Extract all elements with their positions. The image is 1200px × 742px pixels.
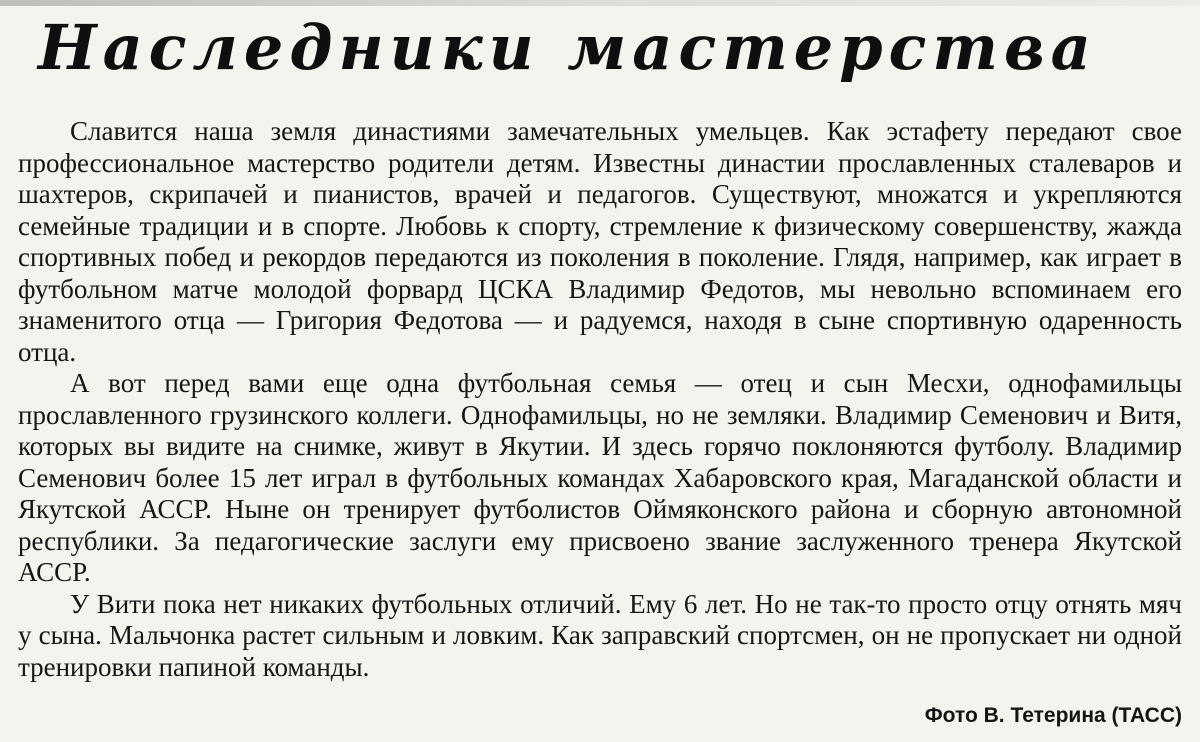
article-body [18, 116, 1182, 683]
photo-credit: Фото В. Тетерина (ТАСС) [924, 704, 1182, 727]
paragraph-2: А вот перед вами еще одна футбольная семья — отец и сын Месхи, однофамильцы прославленного грузинского коллеги. Однофамильцы, но не земляки. Владимир Семенович и Витя, которых вы видите на снимке, живут в Якутии. И здесь горячо поклоняются футболу. Владимир Семенович более 15 лет играл в футбольных командах Хабаровского края, Магаданской области и Якутской АССР. Ныне он тренирует футболистов Оймяконского района и сборную автономной республики. За педагогические заслуги ему присвоено звание заслуженного тренера Якутской АССР. [18, 368, 1182, 587]
paragraph-3: У Вити пока нет никаких футбольных отличий. Ему 6 лет. Но не так-то просто отцу отнять мяч у сына. Мальчонка растет сильным и ловким. Как заправский спортсмен, он не пропускает ни одной тренировки папиной команды. [18, 588, 1182, 682]
paragraph-1: Славится наша земля династиями замечательных умельцев. Как эстафету передают свое профессиональное мастерство родители детям. Известны династии прославленных сталеваров и шахтеров, скрипачей и пианистов, врачей и педагогов. Существуют, множатся и укрепляются семейные традиции и в спорте. Любовь к спорту, стремление к физическому совершенству, жажда спортивных побед и рекордов передаются из поколения в поколение. Глядя, например, как играет в футбольном матче молодой форвард ЦСКА Владимир Федотов, мы невольно вспоминаем его знаменитого отца — Григория Федотова — и радуемся, находя в сыне спортивную одаренность отца. [18, 116, 1182, 367]
top-divider [0, 0, 1200, 6]
article-title: Наследники мастерства [38, 11, 1097, 84]
